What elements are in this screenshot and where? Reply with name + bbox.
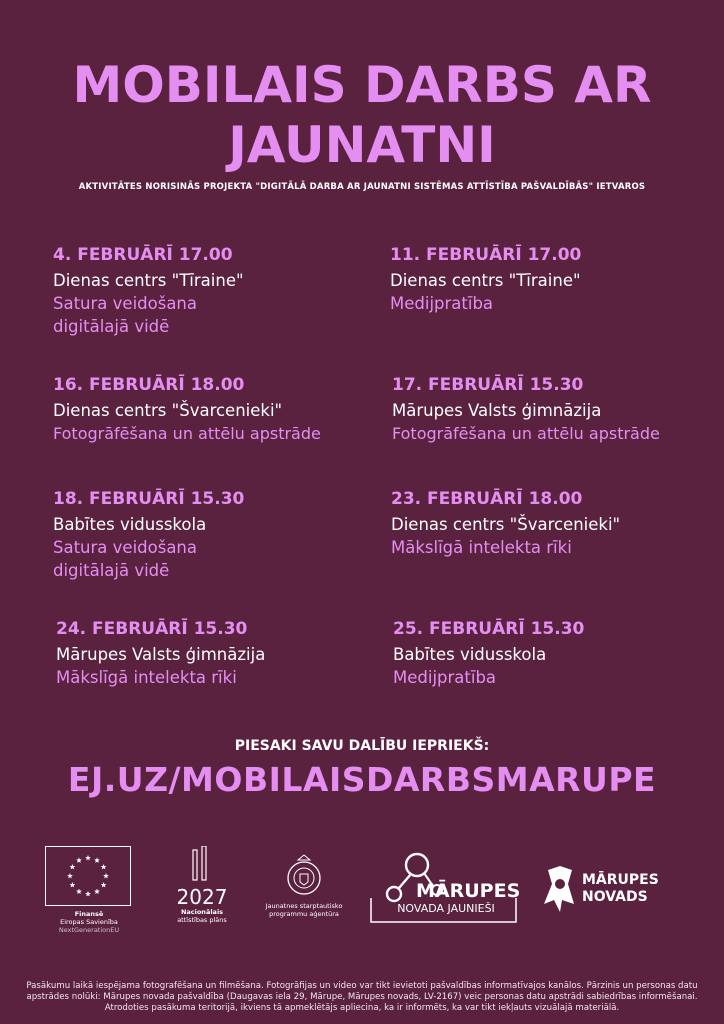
coat-of-arms-icon	[262, 854, 346, 898]
title-line-1: MOBILAIS DARBS AR	[72, 56, 652, 114]
eu-star	[76, 889, 82, 894]
eu-star	[94, 857, 100, 862]
eu-star	[101, 882, 107, 887]
eu-star	[67, 873, 73, 878]
event-card	[53, 374, 383, 445]
eu-star	[85, 855, 91, 860]
eu-star	[103, 873, 109, 878]
event-place: Mārupes Valsts ģimnāzija	[56, 645, 266, 664]
plan-line-2: attīstības plāns	[177, 916, 227, 924]
event-card	[56, 618, 386, 689]
eu-star	[70, 882, 76, 887]
eu-logo-line-3: NextGenerationEU	[58, 926, 120, 934]
logo-strip	[0, 840, 724, 940]
eu-star	[85, 891, 91, 896]
event-date: 25. FEBRUĀRĪ 15.30	[393, 619, 585, 639]
event-date: 11. FEBRUĀRĪ 17.00	[390, 245, 582, 265]
event-date: 16. FEBRUĀRĪ 18.00	[53, 375, 245, 395]
event-topic: Satura veidošana digitālajā vidē	[53, 538, 197, 580]
youth-logo-line-2: NOVADA JAUNIEŠI	[397, 902, 495, 915]
national-plan-logo	[162, 846, 242, 924]
plan-line-1: Nacionālais	[180, 908, 224, 916]
plan-bars-icon	[162, 846, 242, 882]
event-place: Dienas centrs "Švarcenieki"	[391, 515, 621, 534]
event-topic: Satura veidošana digitālajā vidē	[53, 294, 197, 336]
event-date: 23. FEBRUĀRĪ 18.00	[391, 489, 583, 509]
event-card	[393, 618, 723, 689]
eu-logo	[45, 846, 133, 934]
eu-star	[70, 864, 76, 869]
event-topic: Fotogrāfēšana un attēlu apstrāde	[53, 424, 321, 443]
municipality-emblem-icon	[540, 864, 580, 914]
eu-logo-line-2: Eiropas Savienība	[60, 918, 118, 926]
event-place: Babītes vidusskola	[393, 645, 547, 664]
event-card	[392, 374, 722, 445]
eu-logo-line-1: Finansē	[74, 910, 104, 918]
event-date: 18. FEBRUĀRĪ 15.30	[53, 489, 245, 509]
subtitle: AKTIVITĀTES NORISINĀS PROJEKTA "DIGITĀLĀ DARBA AR JAUNATNI SISTĒMAS ATTĪSTĪBA PAŠVALDĪBĀS" IETVAROS	[78, 182, 646, 192]
event-topic: Medijpratība	[393, 668, 497, 687]
agency-line-1: Jaunatnes starptautisko	[265, 902, 343, 910]
event-topic: Medijpratība	[390, 294, 494, 313]
title-line-2: JAUNATNI	[228, 116, 496, 174]
event-topic: Mākslīgā intelekta rīki	[56, 668, 237, 687]
registration-prompt: PIESAKI SAVU DALĪBU IEPRIEKŠ:	[234, 738, 490, 754]
page-title	[0, 55, 724, 175]
event-place: Dienas centrs "Tīraine"	[53, 271, 244, 290]
municipality-line-1: MĀRUPES	[582, 872, 659, 888]
event-place: Babītes vidusskola	[53, 515, 207, 534]
event-place: Mārupes Valsts ģimnāzija	[392, 401, 602, 420]
event-topic: Mākslīgā intelekta rīki	[391, 538, 572, 557]
eu-star	[76, 857, 82, 862]
municipality-logo	[540, 864, 680, 924]
eu-star	[101, 864, 107, 869]
agency-logo	[262, 854, 346, 918]
agency-line-2: programmu aģentūra	[269, 910, 339, 918]
event-topic: Fotogrāfēšana un attēlu apstrāde	[392, 424, 660, 443]
plan-year: 2027	[176, 885, 228, 909]
event-date: 24. FEBRUĀRĪ 15.30	[56, 619, 248, 639]
event-date: 4. FEBRUĀRĪ 17.00	[53, 245, 233, 265]
event-card	[53, 488, 383, 582]
event-card	[390, 244, 720, 315]
event-place: Dienas centrs "Švarcenieki"	[53, 401, 283, 420]
youth-logo-line-1: MĀRUPES	[416, 880, 521, 902]
event-card	[53, 244, 383, 338]
eu-star	[94, 889, 100, 894]
registration-link[interactable]: EJ.UZ/MOBILAISDARBSMARUPE	[67, 760, 657, 799]
municipality-line-2: NOVADS	[582, 889, 648, 905]
privacy-notice: Pasākumu laikā iespējama fotografēšana un filmēšana. Fotogrāfijas un video var tikt ievietoti pašvaldības informatīvajos kanālos. Pārzinis un personas datu apstrādes nolūki: Mārupes novada pašvaldība (Daugavas iela 29, Mārupe, Mārupes novads, LV-2167) veic personas datu apstrādi sabiedrības informēšanai. Atrodoties pasākuma teritorijā, ikviens tā apmeklētājs apliecina, ka ir informēts, ka var tikt iekļauts vizuālajā materiālā.	[26, 980, 698, 1013]
youth-logo	[366, 850, 526, 926]
eu-flag-icon	[45, 846, 131, 906]
event-card	[391, 488, 721, 559]
event-date: 17. FEBRUĀRĪ 15.30	[392, 375, 584, 395]
event-place: Dienas centrs "Tīraine"	[390, 271, 581, 290]
